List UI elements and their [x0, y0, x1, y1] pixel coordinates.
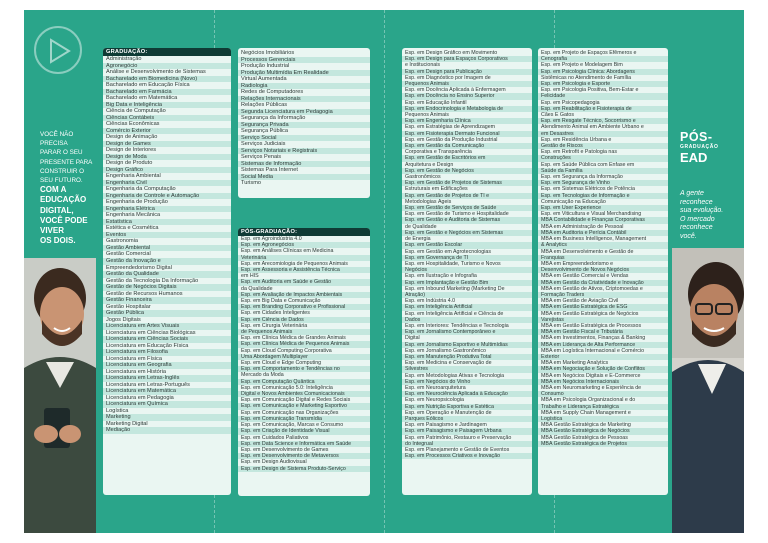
course-item: MBA em Administração de Pessoal: [541, 223, 624, 230]
course-item: MBA em Negócios Internacionais: [538, 379, 668, 385]
course-item: Esp. em Processos Criativos e Inovação: [402, 453, 532, 459]
course-item: Esp. em Interiores: Tendências e Tecnologia: [405, 322, 509, 329]
course-item: Segurança da Informação: [241, 115, 306, 122]
course-item: Atendimento Animal em Ambiente Urbano e: [541, 124, 644, 131]
course-item: Esp. em Educação Infantil: [405, 99, 467, 106]
course-item: Segurança Privada: [238, 122, 370, 129]
course-item: Mediação: [103, 427, 231, 434]
description-line: O mercado: [680, 215, 715, 223]
course-item: Gestão da Qualidade: [103, 271, 231, 278]
course-item: em HIS: [241, 273, 259, 280]
course-item: MBA em Gestão da Criatividade e Inovação: [538, 280, 668, 286]
course-item: Esp. em Sistemas Elétricos de Potência: [541, 186, 635, 193]
course-item: Esp. em Design Gráfico em Movimento: [405, 50, 498, 56]
course-item: Esp. em Projeto e Modelagem Bim: [541, 62, 623, 69]
course-item: Esp. em Psicologia Positiva, Bem-Estar e: [541, 87, 639, 94]
course-item: Gastronômicos: [405, 174, 441, 181]
pos-list-2: [402, 48, 532, 459]
course-item: Esp. em Assessoria e Assistência Técnica: [238, 267, 370, 273]
course-item: Engenharia Civil: [103, 180, 231, 187]
course-item: Bacharelado em Farmácia: [103, 89, 231, 96]
course-item: Esp. em Gestão de Serviços de Saúde: [402, 205, 532, 211]
course-item: Licenciatura em Letras-Português: [106, 381, 190, 388]
course-item: Esp. em Residência Urbana e: [541, 136, 612, 143]
course-item: Esp. em Estratégias de Aprendizagem: [405, 124, 496, 131]
course-item: Sistemas Para Internet: [241, 167, 298, 174]
course-item: Gastronomia: [106, 238, 139, 245]
course-item: MBA em Gestão de Aviação Civil: [541, 298, 619, 305]
course-item: Licenciatura em Filosofia: [103, 349, 231, 356]
course-item: MBA em Negócios Digitais e E-Commerce: [541, 372, 641, 379]
course-item: Esp. em Cloud Computing Corporativa: [241, 347, 332, 354]
tagline-bold-line: OS DOIS.: [40, 236, 76, 246]
course-item: Redes de Computadores: [241, 89, 304, 96]
tagline: [40, 130, 102, 246]
course-item: Esp. em Gestão em Agrotecnologias: [405, 248, 491, 255]
course-item: Virtual Aumentada: [241, 76, 287, 83]
course-item: Marketing: [103, 414, 231, 421]
course-item: MBA em Negociação e Solução de Conflitos: [538, 366, 668, 372]
course-item: MBA em Supply Chain Management e: [541, 409, 631, 416]
course-item: Análise e Desenvolvimento de Sistemas: [106, 69, 206, 76]
course-item: Gestão Hospitalar: [106, 303, 151, 310]
course-item: MBA Gestão Estratégica de Pessoas: [541, 434, 628, 441]
course-item: Engenharia da Computação: [106, 186, 176, 193]
description-line: A gente: [680, 190, 704, 197]
course-item: Esp. em Patrimônio, Restauro e Preservação: [405, 434, 512, 441]
course-item: Empreendedorismo Digital: [106, 264, 172, 271]
course-item: de Energia: [405, 236, 431, 243]
course-item: Esp. em Resgate Técnico, Socorrismo e: [538, 118, 668, 124]
course-item: Pequenos Animais: [402, 81, 532, 87]
course-item: Estruturais em Edificações: [405, 186, 468, 193]
course-item: Estética e Cosmética: [106, 225, 159, 232]
course-item: MBA em Gestão Fiscal e Tributária: [538, 329, 668, 335]
course-item: MBA Gestão Estratégica de Negócios: [538, 428, 668, 434]
course-item: Mercado da Moda: [241, 372, 284, 379]
course-item: Segurança Pública: [241, 128, 288, 135]
course-item: Licenciatura em Ciências Biológicas: [106, 329, 196, 336]
course-item: Ciências Econômicas: [106, 121, 160, 128]
course-item: Esp. em Implantação e Gestão Bim: [402, 280, 532, 286]
course-item: MBA em Psicologia Organizacional e do: [541, 397, 636, 404]
course-item: e Institucionais: [405, 62, 441, 69]
course-item: MBA em Gestão Estratégica de Processos: [541, 322, 642, 329]
course-item: Esp. em Comunicação 5.0: Inteligência: [241, 384, 333, 391]
course-item: Marketing Digital: [106, 420, 148, 427]
course-item: Esp. em Cloud e Edge Computing: [241, 360, 322, 367]
course-item: MBA Gestão Estratégica de Projetos: [538, 441, 668, 447]
course-item: Design de Produto: [106, 160, 153, 167]
title-pos: PÓS-: [680, 130, 713, 144]
course-item: Esp. em Segurança da Informação: [541, 174, 623, 181]
course-item: Pequenos Animais: [405, 112, 449, 119]
course-item: Esp. em Indústria 4.0: [405, 298, 456, 305]
brochure-sheet: [24, 10, 744, 533]
course-item: MBA em Investimentos, Finanças & Banking: [541, 335, 646, 342]
course-item: Varejistas: [538, 317, 668, 323]
course-item: Digital e Novos Ambientes Comunicacionais: [238, 391, 370, 397]
course-item: Dados: [402, 317, 532, 323]
tagline-line: PRECISA: [40, 140, 68, 148]
course-item: Design de Moda: [103, 154, 231, 161]
course-item: MBA em Logística Internacional e Comércio: [541, 347, 645, 354]
course-item: Esp. em Gestão da Comunicação: [402, 143, 532, 149]
graduacao-heading: GRADUAÇÃO:: [103, 48, 231, 56]
course-item: Esp. em Inteligência Artificial e Ciência de: [405, 310, 504, 317]
course-item: Formação Traders: [538, 292, 668, 298]
course-item: Esp. em Psicologia Clínica: Abordagens: [538, 69, 668, 75]
course-item: Esp. em Design para Publicação: [402, 69, 532, 75]
course-item: MBA em Gestão Estratégica de Negócios: [541, 310, 639, 317]
course-item: Esp. em Gestão e Auditoria de Sistemas: [402, 217, 532, 223]
course-item: Corporativa e Transparência: [405, 149, 472, 156]
course-item: Esp. em Design Audiovisual: [241, 459, 307, 466]
course-item: Big Data e Inteligência: [103, 102, 231, 109]
course-item: Metodologias Ágeis: [405, 198, 452, 205]
course-item: Cães E Gatos: [541, 112, 574, 119]
course-item: Bacharelado em Educação Física: [106, 82, 190, 89]
course-item: Esp. em Metodologias Ativas e Tecnologia: [405, 372, 505, 379]
tagline-bold-line: EDUCAÇÃO: [40, 195, 87, 205]
course-item: Silvestres: [402, 366, 532, 372]
tagline-line: SEU FUTURO.: [40, 177, 83, 185]
tagline-line: CONSTRUIR O: [40, 167, 85, 175]
course-item: de Pequenos Animais: [238, 329, 370, 335]
play-icon: [34, 26, 82, 74]
course-item: Esp. em Hospitalidade, Turismo e Novos: [405, 260, 501, 267]
course-item: Desenvolvimento de Novos Negócios: [538, 267, 668, 273]
pos-ead-title: [680, 130, 718, 165]
course-item: & Analytics: [538, 242, 668, 248]
course-item: Esp. em Projeto de Espaços Efêmeros e: [541, 50, 637, 56]
course-item: Gestão Ambiental: [103, 245, 231, 252]
course-item: Esp. em Jornalismo Contemporâneo e: [402, 329, 532, 335]
course-item: Gestão da Tecnologia Da Informação: [106, 277, 199, 284]
course-item: Esp. em Auditoria em Saúde e Gestão: [238, 279, 370, 285]
course-item: Licenciatura em Química: [103, 401, 231, 408]
course-item: Licenciatura em Artes Visuais: [103, 323, 231, 330]
pos-list-3: [538, 48, 668, 447]
course-item: Gestão Pública: [103, 310, 231, 317]
course-item: Processos Gerenciais: [238, 57, 370, 64]
pos-column-3: [538, 48, 668, 495]
course-item: Consumo: [538, 391, 668, 397]
course-item: Esp. em Branding Corporativo e Profissional: [238, 304, 370, 310]
course-item: Produção Multimídia Em Realidade: [238, 70, 370, 77]
course-item: Licenciatura em Física: [106, 355, 162, 362]
course-item: do Integrual: [402, 441, 532, 447]
course-item: Design de Games: [103, 141, 231, 148]
course-item: Esp. em Engenharia Clínica: [402, 118, 532, 124]
course-item: Esp. em Data Science e Informática em Saúde: [238, 441, 370, 447]
course-item: Sistemas de Informação: [238, 161, 370, 168]
course-item: Uma Abordagem Multiplayer: [238, 354, 370, 360]
course-item: Atração): [402, 292, 532, 298]
tagline-line: PRESENTE PARA: [40, 158, 93, 166]
course-item: Negócios: [402, 267, 532, 273]
course-item: Produção Industrial: [241, 63, 290, 70]
course-item: Serviço Social: [238, 135, 370, 142]
course-item: Esp. em Ciência de Dados: [238, 317, 370, 323]
course-item: Social Media: [238, 174, 370, 181]
course-item: Esp. em Gestão Escolar: [402, 242, 532, 248]
course-item: Esp. em Diagnóstico por Imagem de: [405, 74, 491, 81]
course-item: Esp. em Comunicação Transmídia: [238, 416, 370, 422]
tagline-bold-line: COM A: [40, 185, 67, 195]
course-item: Serviços Penais: [241, 154, 282, 161]
course-item: Esp. em User Experience: [538, 205, 668, 211]
course-item: Esp. em Viticultura e Visual Merchandising: [541, 211, 642, 218]
course-item: Esp. em Gestão de Projetos de Sistemas: [402, 180, 532, 186]
course-item: Licenciatura em História: [106, 368, 167, 375]
course-item: Segunda Licenciatura em Pedagogia: [238, 109, 370, 116]
graduacao-list: [103, 56, 231, 434]
course-item: Esp. em Reabilitação e Fisioterapia de: [538, 106, 668, 112]
course-item: Sistêmicas no Atendimento de Família: [541, 74, 632, 81]
course-item: Esp. em Ilustração e Infografia: [405, 273, 477, 280]
tagline-bold-line: VIVER: [40, 226, 65, 236]
description-line: sua evolução.: [680, 207, 724, 214]
course-item: Esp. em Inbound Marketing (Marketing De: [405, 285, 505, 292]
pos-heading: PÓS-GRADUAÇÃO:: [238, 228, 370, 236]
course-item: Engenharia de Controle e Automação: [103, 193, 231, 200]
course-item: Esp. em Avaliação de Impactos Ambientais: [238, 292, 370, 298]
course-item: Esp. em Manutenção Produtiva Total: [402, 354, 532, 360]
course-item: Esp. em Gestão de Escritórios em: [402, 155, 532, 161]
course-item: Gestão da Inovação e: [103, 258, 231, 265]
tagline-bold-line: DIGITAL,: [40, 205, 74, 215]
course-item: Ciências Contábeis: [103, 115, 231, 122]
course-item: Design de Interiores: [106, 147, 157, 154]
course-item: Esp. em Comunicação, Marcas e Consumo: [241, 422, 344, 429]
course-item: Engenharia Ambiental: [106, 173, 161, 180]
course-item: Esp. em Paisagismo e Jardinagem: [405, 422, 487, 429]
course-item: Esp. em Gestão de Negócios: [402, 168, 532, 174]
course-item: Esp. em Cirurgia Veterinária: [241, 322, 308, 329]
course-item: Esp. em Docência no Ensino Superior: [402, 93, 532, 99]
course-item: Esp. em Cuidados Paliativos: [241, 434, 309, 441]
course-item: Gestão de Riscos: [538, 143, 668, 149]
course-item: Radiologia: [238, 83, 370, 90]
course-item: Esp. em Nutrição Esportiva e Estética: [402, 404, 532, 410]
course-item: Esp. em Clínica Médica de Grandes Animais: [241, 335, 346, 342]
tagline-line: VOCÊ NÃO: [40, 131, 74, 138]
course-item: MBA em Gestão de Ativos, Criptomoedas e: [541, 285, 643, 292]
professional-photo: [672, 248, 744, 533]
course-item: Esp. em Comportamento e Tendências no: [238, 366, 370, 372]
course-item: Esp. em Saúde Pública com Ênfase em: [541, 161, 635, 168]
course-item: Esp. em Design de Sistema Produto-Serviço: [238, 466, 370, 472]
course-item: Esp. em Inteligência Artificial: [402, 304, 532, 310]
course-item: MBA em Gestão Estratégica de ESG: [538, 304, 668, 310]
course-item: Design Gráfico: [103, 167, 231, 174]
course-item: Bacharelado em Matemática: [106, 95, 178, 102]
course-item: em Desastres: [538, 131, 668, 137]
course-item: Veterinária: [238, 255, 370, 261]
graduacao-continued-column: [238, 48, 370, 198]
course-item: Esp. em Design para Espaços Corporativos: [402, 56, 532, 62]
course-item: Ciência de Computação: [106, 108, 166, 115]
course-item: Esp. em Docência Aplicada à Enfermagem: [405, 87, 506, 94]
course-item: Esp. em Governança de TI: [402, 255, 532, 261]
course-item: MBA em Neuromarketing e Experiência de: [541, 384, 642, 391]
course-item: Esp. em Análises Clínicas em Medicina: [241, 248, 334, 255]
description-line: você.: [680, 232, 697, 240]
course-item: Gestão de Recursos Humanos: [106, 290, 183, 297]
course-item: Licenciatura em Educação Física: [106, 342, 189, 349]
course-item: da Qualidade: [241, 285, 273, 292]
course-item: MBA Contabilidade e Finanças Corporativas: [538, 217, 668, 223]
course-item: Gestão Comercial: [106, 251, 151, 258]
course-item: Esp. em Paisagismo e Paisagem Urbana: [402, 428, 532, 434]
course-item: MBA em Business Intelligence, Management: [541, 236, 647, 243]
course-item: Esp. em Computação Quântica: [238, 379, 370, 385]
course-item: Licenciatura em Matemática: [103, 388, 231, 395]
course-item: Gestão Financeira: [103, 297, 231, 304]
course-item: Esp. em Arecomiologia de Pequenos Animais: [241, 260, 348, 267]
course-item: Serviços Notariais e Registrais: [238, 148, 370, 155]
course-item: Saúde da Família: [538, 168, 668, 174]
title-ead: EAD: [680, 150, 708, 165]
course-item: Esp. em Retrofit e Patologia nas: [541, 149, 617, 156]
course-item: Turismo: [241, 180, 261, 187]
course-item: Administração: [106, 56, 142, 62]
course-item: Parques Eólicos: [402, 416, 532, 422]
tagline-line: PARAR O SEU: [40, 149, 83, 157]
description-line: reconhece: [680, 224, 713, 231]
pos-description: [680, 190, 738, 241]
course-item: Esp. em Tecnologias de Informação e: [538, 193, 668, 199]
course-item: Construções: [538, 155, 668, 161]
course-item: Engenharia Elétrica: [103, 206, 231, 213]
course-item: Esp. em Endocrinologia e Metabologia de: [402, 106, 532, 112]
course-item: Comunicação na Educação: [541, 198, 606, 205]
course-item: Esp. em Desenvolvimento de Games: [241, 446, 329, 453]
course-item: Engenharia de Produção: [106, 199, 168, 206]
course-item: Esp. em Criação de Identidade Visual: [238, 428, 370, 434]
course-item: Esp. em Clínica Médica de Pequenos Animais: [238, 341, 370, 347]
course-item: Comércio Exterior: [103, 128, 231, 135]
student-photo: [24, 258, 96, 533]
title-graduacao: GRADUAÇÃO: [680, 144, 719, 150]
pos-column-2: [402, 48, 532, 495]
course-item: Jogos Digitais: [106, 316, 141, 323]
description-line: reconhece: [680, 198, 713, 206]
course-item: Logística: [538, 416, 668, 422]
course-item: Esp. em Gestão de Projetos de TI e: [402, 193, 532, 199]
course-item: Esp. em Neuroarquitetura: [405, 384, 466, 391]
course-item: Estatística: [103, 219, 231, 226]
course-item: Franquias: [538, 255, 668, 261]
course-item: de Qualidade: [405, 223, 437, 230]
course-item: Agronegócio: [103, 63, 231, 70]
tagline-bold-line: VOCÊ PODE: [40, 215, 88, 225]
course-item: Felicidade: [538, 93, 668, 99]
course-item: MBA em Auditoria e Perícia Contábil: [538, 230, 668, 236]
course-item: MBA Gestão Estratégica de Marketing: [541, 422, 631, 429]
graduacao-column: [103, 48, 231, 495]
course-item: Esp. em Agroindústria 4.0: [241, 236, 302, 242]
course-item: Esp. em Desenvolvimento de Metaversos: [238, 453, 370, 459]
course-item: Esp. em Cidades Inteligentes: [241, 310, 310, 317]
course-item: Esp. em Neurociência Aplicada à Educação: [402, 391, 532, 397]
course-item: Esp. em Agronegócios: [238, 242, 370, 248]
course-item: Cenografia: [538, 56, 668, 62]
course-item: Esp. em Psicopedagogia: [541, 99, 600, 106]
course-item: Esp. em Psicologia e Esporte: [538, 81, 668, 87]
course-item: Esp. em Gestão de Turismo e Hospitalidade: [405, 211, 509, 218]
course-item: Esp. em Medicina e Conservação de: [405, 360, 492, 367]
course-item: Licenciatura em Pedagogia: [106, 394, 174, 401]
course-item: Esp. em Comunicação nas Organizações: [241, 409, 339, 416]
course-item: Esp. em Jornalismo Gastronômico: [405, 347, 486, 354]
course-item: Licenciatura em Ciências Sociais: [103, 336, 231, 343]
graduacao-list-continued: [238, 48, 370, 187]
course-item: Logística: [106, 407, 129, 414]
course-item: Esp. em Neuropsicologia: [405, 397, 464, 404]
course-item: Arquitetura e Design: [405, 161, 454, 168]
pos-column: [238, 228, 370, 496]
course-item: Eventos: [103, 232, 231, 239]
course-item: Gestão de Negócios Digitais: [103, 284, 231, 291]
course-item: Trabalho e Liderança Estratégica: [538, 404, 668, 410]
course-item: Esp. em Gestão da Produção Industrial: [405, 136, 498, 143]
course-item: MBA em Marketing Analytics: [541, 360, 609, 367]
course-item: Esp. em Negócios do Vinho: [402, 379, 532, 385]
course-item: Design de Animação: [106, 134, 158, 141]
course-item: Esp. em Fisioterapia Dermato Funcional: [402, 131, 532, 137]
course-item: MBA em Empreendedorismo e: [541, 260, 614, 267]
course-item: Esp. em Gestão e Negócios em Sistemas: [402, 230, 532, 236]
course-item: Esp. em Segurança de Vinho: [538, 180, 668, 186]
course-item: MBA em Desenvolvimento e Gestão de: [541, 248, 634, 255]
course-item: MBA em Gestão Comercial e Vendas: [541, 273, 629, 280]
pos-list: [238, 236, 370, 472]
course-item: Relações Internacionais: [238, 96, 370, 103]
course-item: Esp. em Planejamento e Gestão de Eventos: [405, 447, 510, 453]
course-item: MBA em Liderança de Alta Performance: [538, 342, 668, 348]
course-item: Licenciatura em Letras-Inglês: [103, 375, 231, 382]
course-item: Exterior: [538, 354, 668, 360]
course-item: Esp. em Jornalismo Esportivo e Multimídias: [402, 342, 532, 348]
course-item: Negócios Imobiliários: [241, 50, 295, 56]
course-item: Serviços Judiciais: [241, 141, 286, 148]
course-item: Esp. em Comunicação Digital e Redes Sociais: [241, 397, 351, 404]
course-item: Bacharelado em Biomedicina (Novo): [103, 76, 231, 83]
fold-line: [384, 10, 385, 533]
course-item: Esp. em Comunicação e Marketing Esportivo: [238, 403, 370, 409]
course-item: Digital: [405, 335, 420, 342]
course-item: Licenciatura em Geografia: [103, 362, 231, 369]
course-item: Esp. em Big Data e Comunicação: [241, 298, 321, 305]
course-item: Relações Públicas: [241, 102, 288, 109]
course-item: Engenharia Mecânica: [106, 212, 161, 219]
course-item: Esp. em Operação e Manutenção de: [405, 409, 492, 416]
